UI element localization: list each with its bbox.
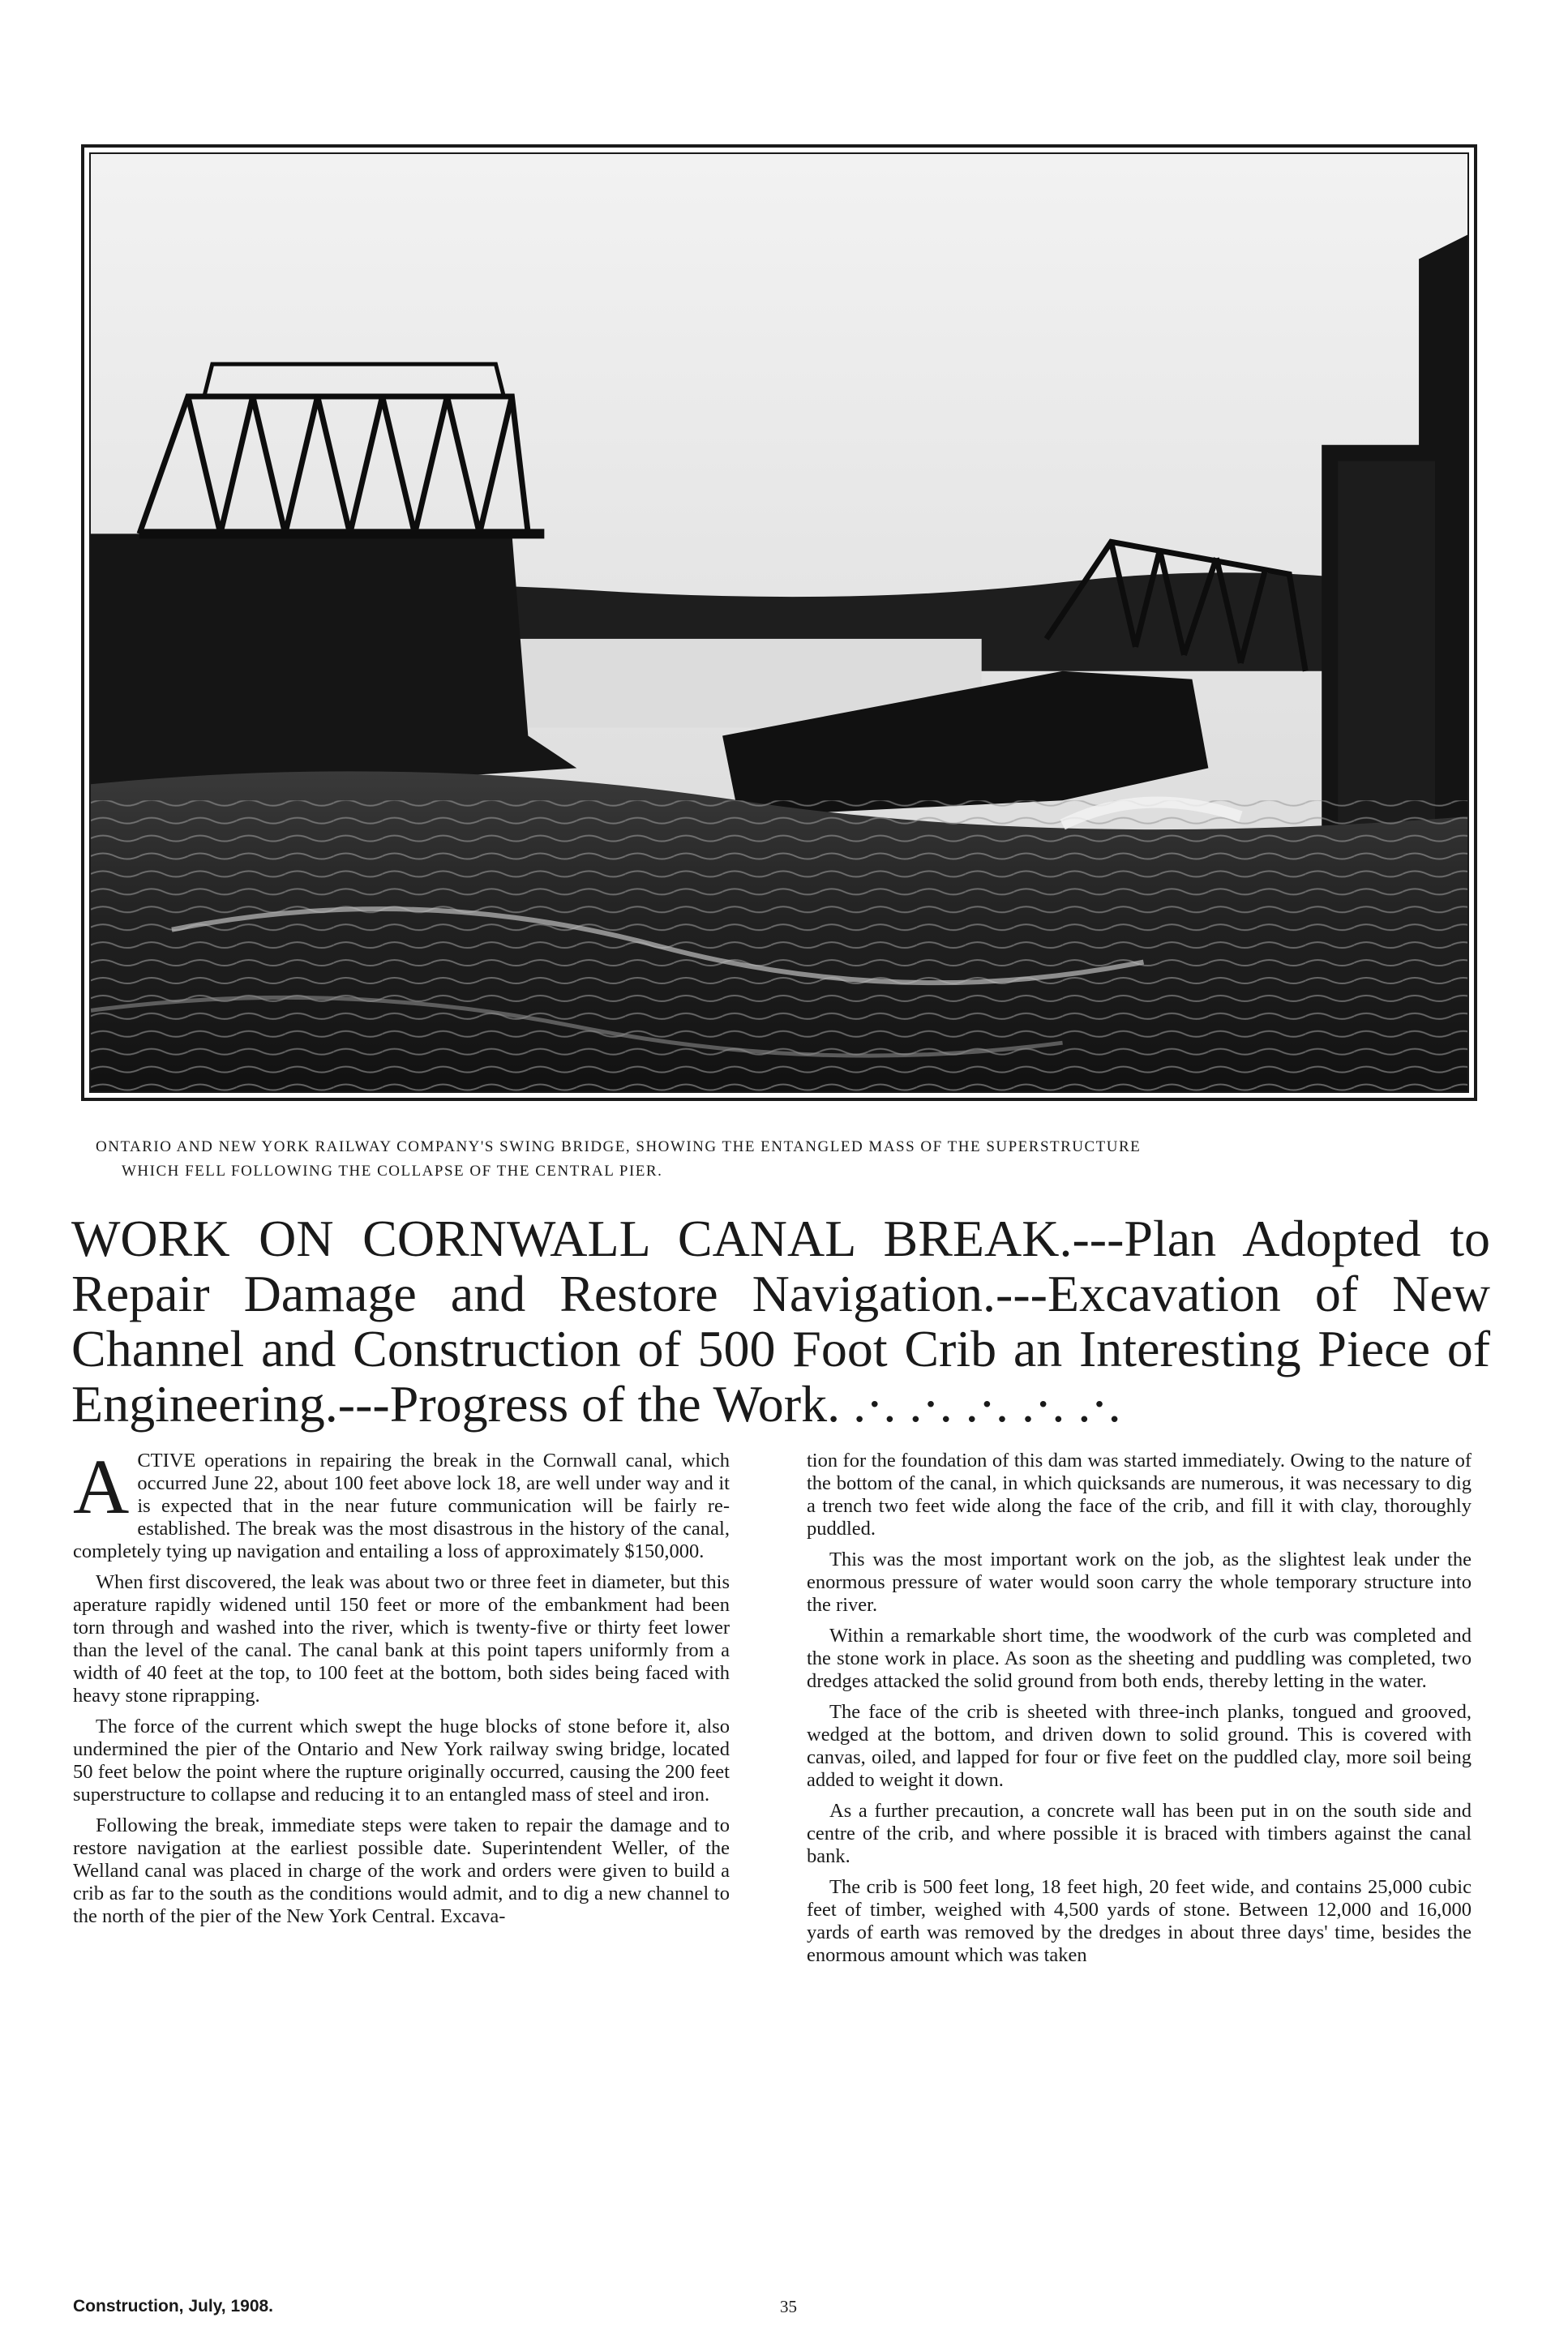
article-headline — [71, 1211, 1490, 1432]
publication-footer: Construction, July, 1908. — [73, 2297, 274, 2316]
page-number: 35 — [780, 2297, 797, 2316]
headline-sub: ---Plan Adopted to Repair Damage and Restore Navigation.---Excavation of New Channel and Construction of 500 Foot Crib an Interesting Piece of Engineering.---Progress of the Work. — [71, 1210, 1491, 1433]
bridge-photo-illustration — [91, 154, 1467, 1091]
headline-ornament: .·. .·. .·. .·. .·. — [853, 1375, 1121, 1433]
caption-line-1: ONTARIO AND NEW YORK RAILWAY COMPANY'S SWING BRIDGE, SHOWING THE ENTANGLED MASS OF THE SUPERSTRUCTURE — [96, 1138, 1142, 1155]
photo-caption — [96, 1135, 1474, 1184]
article-paragraph — [73, 1443, 730, 1563]
article-paragraph: The face of the crib is sheeted with three-inch planks, tongued and grooved, wedged at the bottom, and driven down to solid ground. This is covered with canvas, oiled, and lapped for four or five feet on the puddled clay, more soil being added to weight it down. — [807, 1701, 1472, 1791]
bridge-photograph — [89, 152, 1469, 1093]
article-paragraph: This was the most important work on the job, as the slightest leak under the enormous pressure of water would soon carry the whole temporary structure into the river. — [807, 1549, 1472, 1616]
article-paragraph: tion for the foundation of this dam was started immediately. Owing to the nature of the bottom of the canal, in which quicksands are numerous, it was necessary to dig a trench two feet wide along the face of the crib, and fill it with clay, thoroughly puddled. — [807, 1450, 1472, 1540]
article-column-right — [807, 1450, 1472, 1975]
photo-frame — [81, 144, 1477, 1101]
article-paragraph: Within a remarkable short time, the woodwork of the curb was completed and the stone work in place. As soon as the sheeting and puddling was completed, two dredges attacked the solid ground from both ends, thereby letting in the water. — [807, 1625, 1472, 1692]
caption-line-2: WHICH FELL FOLLOWING THE COLLAPSE OF THE CENTRAL PIER. — [122, 1163, 663, 1180]
article-column-left — [73, 1443, 730, 1936]
article-paragraph: The force of the current which swept the huge blocks of stone before it, also undermined the pier of the Ontario and New York railway swing bridge, located 50 feet below the point where the rupture originally occurred, causing the 200 feet superstructure to collapse and reducing it to an entangled mass of steel and iron. — [73, 1716, 730, 1806]
article-paragraph: As a further precaution, a concrete wall has been put in on the south side and centre of the crib, and where possible it is braced with timbers against the canal bank. — [807, 1800, 1472, 1867]
paragraph-text: CTIVE operations in repairing the break in the Cornwall canal, which occurred June 22, about 100 feet above lock 18, are well under way and it is expected that in the near future communication will be fairly re-established. The break was the most disastrous in the history of the canal, completely tying up navigation and entailing a loss of approximately $150,000. — [73, 1450, 730, 1562]
article-paragraph: When first discovered, the leak was about two or three feet in diameter, but this aperature rapidly widened until 150 feet or more of the embankment had been torn through and washed into the river, which is twenty-five or thirty feet lower than the level of the canal. The canal bank at this point tapers uniformly from a width of 40 feet at the top, to 100 feet at the bottom, both sides being faced with heavy stone riprapping. — [73, 1571, 730, 1707]
headline-main: WORK ON CORNWALL CANAL BREAK. — [71, 1210, 1073, 1267]
drop-cap: A — [73, 1443, 130, 1530]
article-paragraph: The crib is 500 feet long, 18 feet high, 20 feet wide, and contains 25,000 cubic feet of timber, weighed with 4,500 yards of stone. Between 12,000 and 16,000 yards of earth was removed by the dredges in about three days' time, besides the enormous amount which was taken — [807, 1876, 1472, 1966]
article-paragraph: Following the break, immediate steps were taken to repair the damage and to restore navigation at the earliest possible date. Superintendent Weller, of the Welland canal was placed in charge of the work and orders were given to build a crib as far to the south as the conditions would admit, and to dig a new channel to the north of the pier of the New York Central. Excava- — [73, 1814, 730, 1927]
